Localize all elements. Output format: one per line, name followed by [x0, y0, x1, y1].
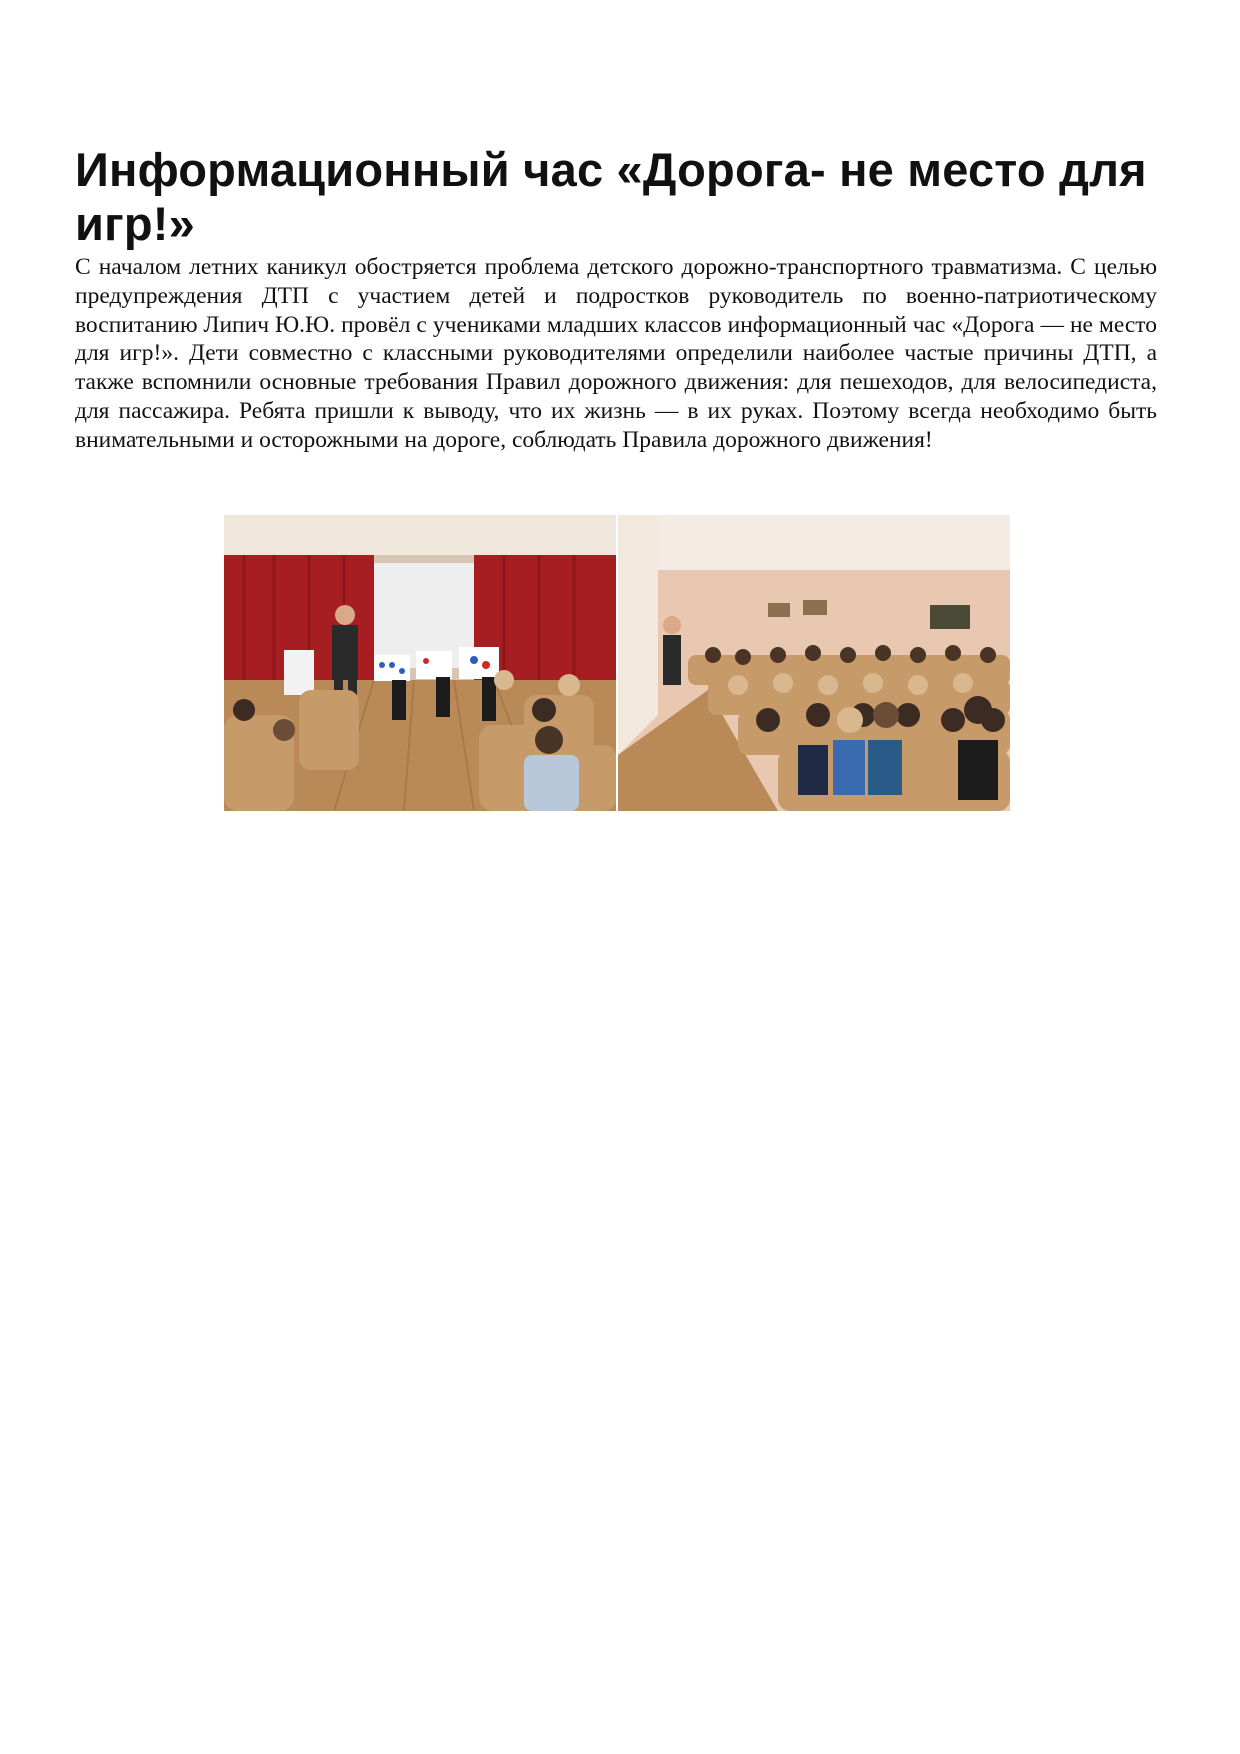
audience-hall-photo: [618, 515, 1010, 811]
article-body: С началом летних каникул обостряется проблема детского дорожно-транспортного травматизма. С целью предупреждения ДТП с участием детей и подростков руководитель по военно-патриотическому воспитанию Липич Ю.Ю. провёл с учениками младших классов информационный час «Дорога — не место для игр!». Дети совместно с классными руководителями определили наиболее частые причины ДТП, а также вспомнили основные требования Правил дорожного движения: для пешеходов, для велосипедиста, для пассажира. Ребята пришли к выводу, что их жизнь — в их руках. Поэтому всегда необходимо быть внимательными и осторожными на дороге, соблюдать Правила дорожного движения!: [75, 254, 1157, 453]
stage-presentation-photo: [224, 515, 616, 811]
article-title: Информационный час «Дорога- не место для игр!»: [75, 143, 1147, 250]
article: [75, 143, 1157, 455]
photo-collage: [224, 515, 1010, 811]
